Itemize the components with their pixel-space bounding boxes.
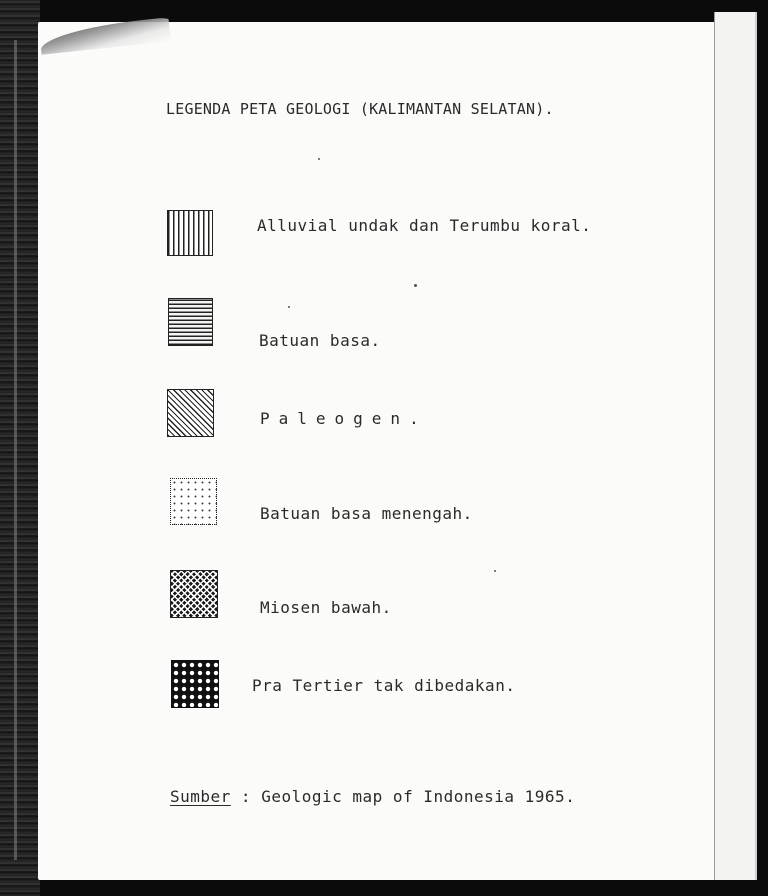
legend-label-alluvial: Alluvial undak dan Terumbu koral. [257, 216, 592, 235]
ink-speck [494, 570, 496, 572]
legend-label-miosen-bawah: Miosen bawah. [260, 598, 392, 617]
pattern-horizontal-lines-icon [168, 298, 213, 346]
pattern-cross-hatch-icon [170, 570, 218, 618]
ink-speck [288, 306, 290, 308]
source-text: Geologic map of Indonesia 1965. [261, 787, 576, 806]
legend-label-pra-tertier: Pra Tertier tak dibedakan. [252, 676, 516, 695]
ink-speck [414, 284, 417, 287]
pattern-vertical-lines-icon [167, 210, 213, 256]
legend-title: LEGENDA PETA GEOLOGI (KALIMANTAN SELATAN). [166, 100, 554, 118]
paper-edge-strip [714, 12, 757, 880]
paper-sheet [38, 22, 716, 880]
pattern-large-dots-icon [171, 660, 219, 708]
scanner-edge [0, 0, 40, 896]
legend-label-paleogen: Paleogen. [260, 409, 428, 428]
pattern-fine-dots-icon [170, 478, 217, 525]
legend-label-batuan-basa: Batuan basa. [259, 331, 381, 350]
legend-label-batuan-basa-menengah: Batuan basa menengah. [260, 504, 473, 523]
pattern-diagonal-lines-icon [167, 389, 214, 437]
source-line [170, 787, 575, 806]
ink-speck [318, 158, 320, 160]
source-separator: : [230, 787, 262, 806]
source-label: Sumber [170, 787, 231, 806]
